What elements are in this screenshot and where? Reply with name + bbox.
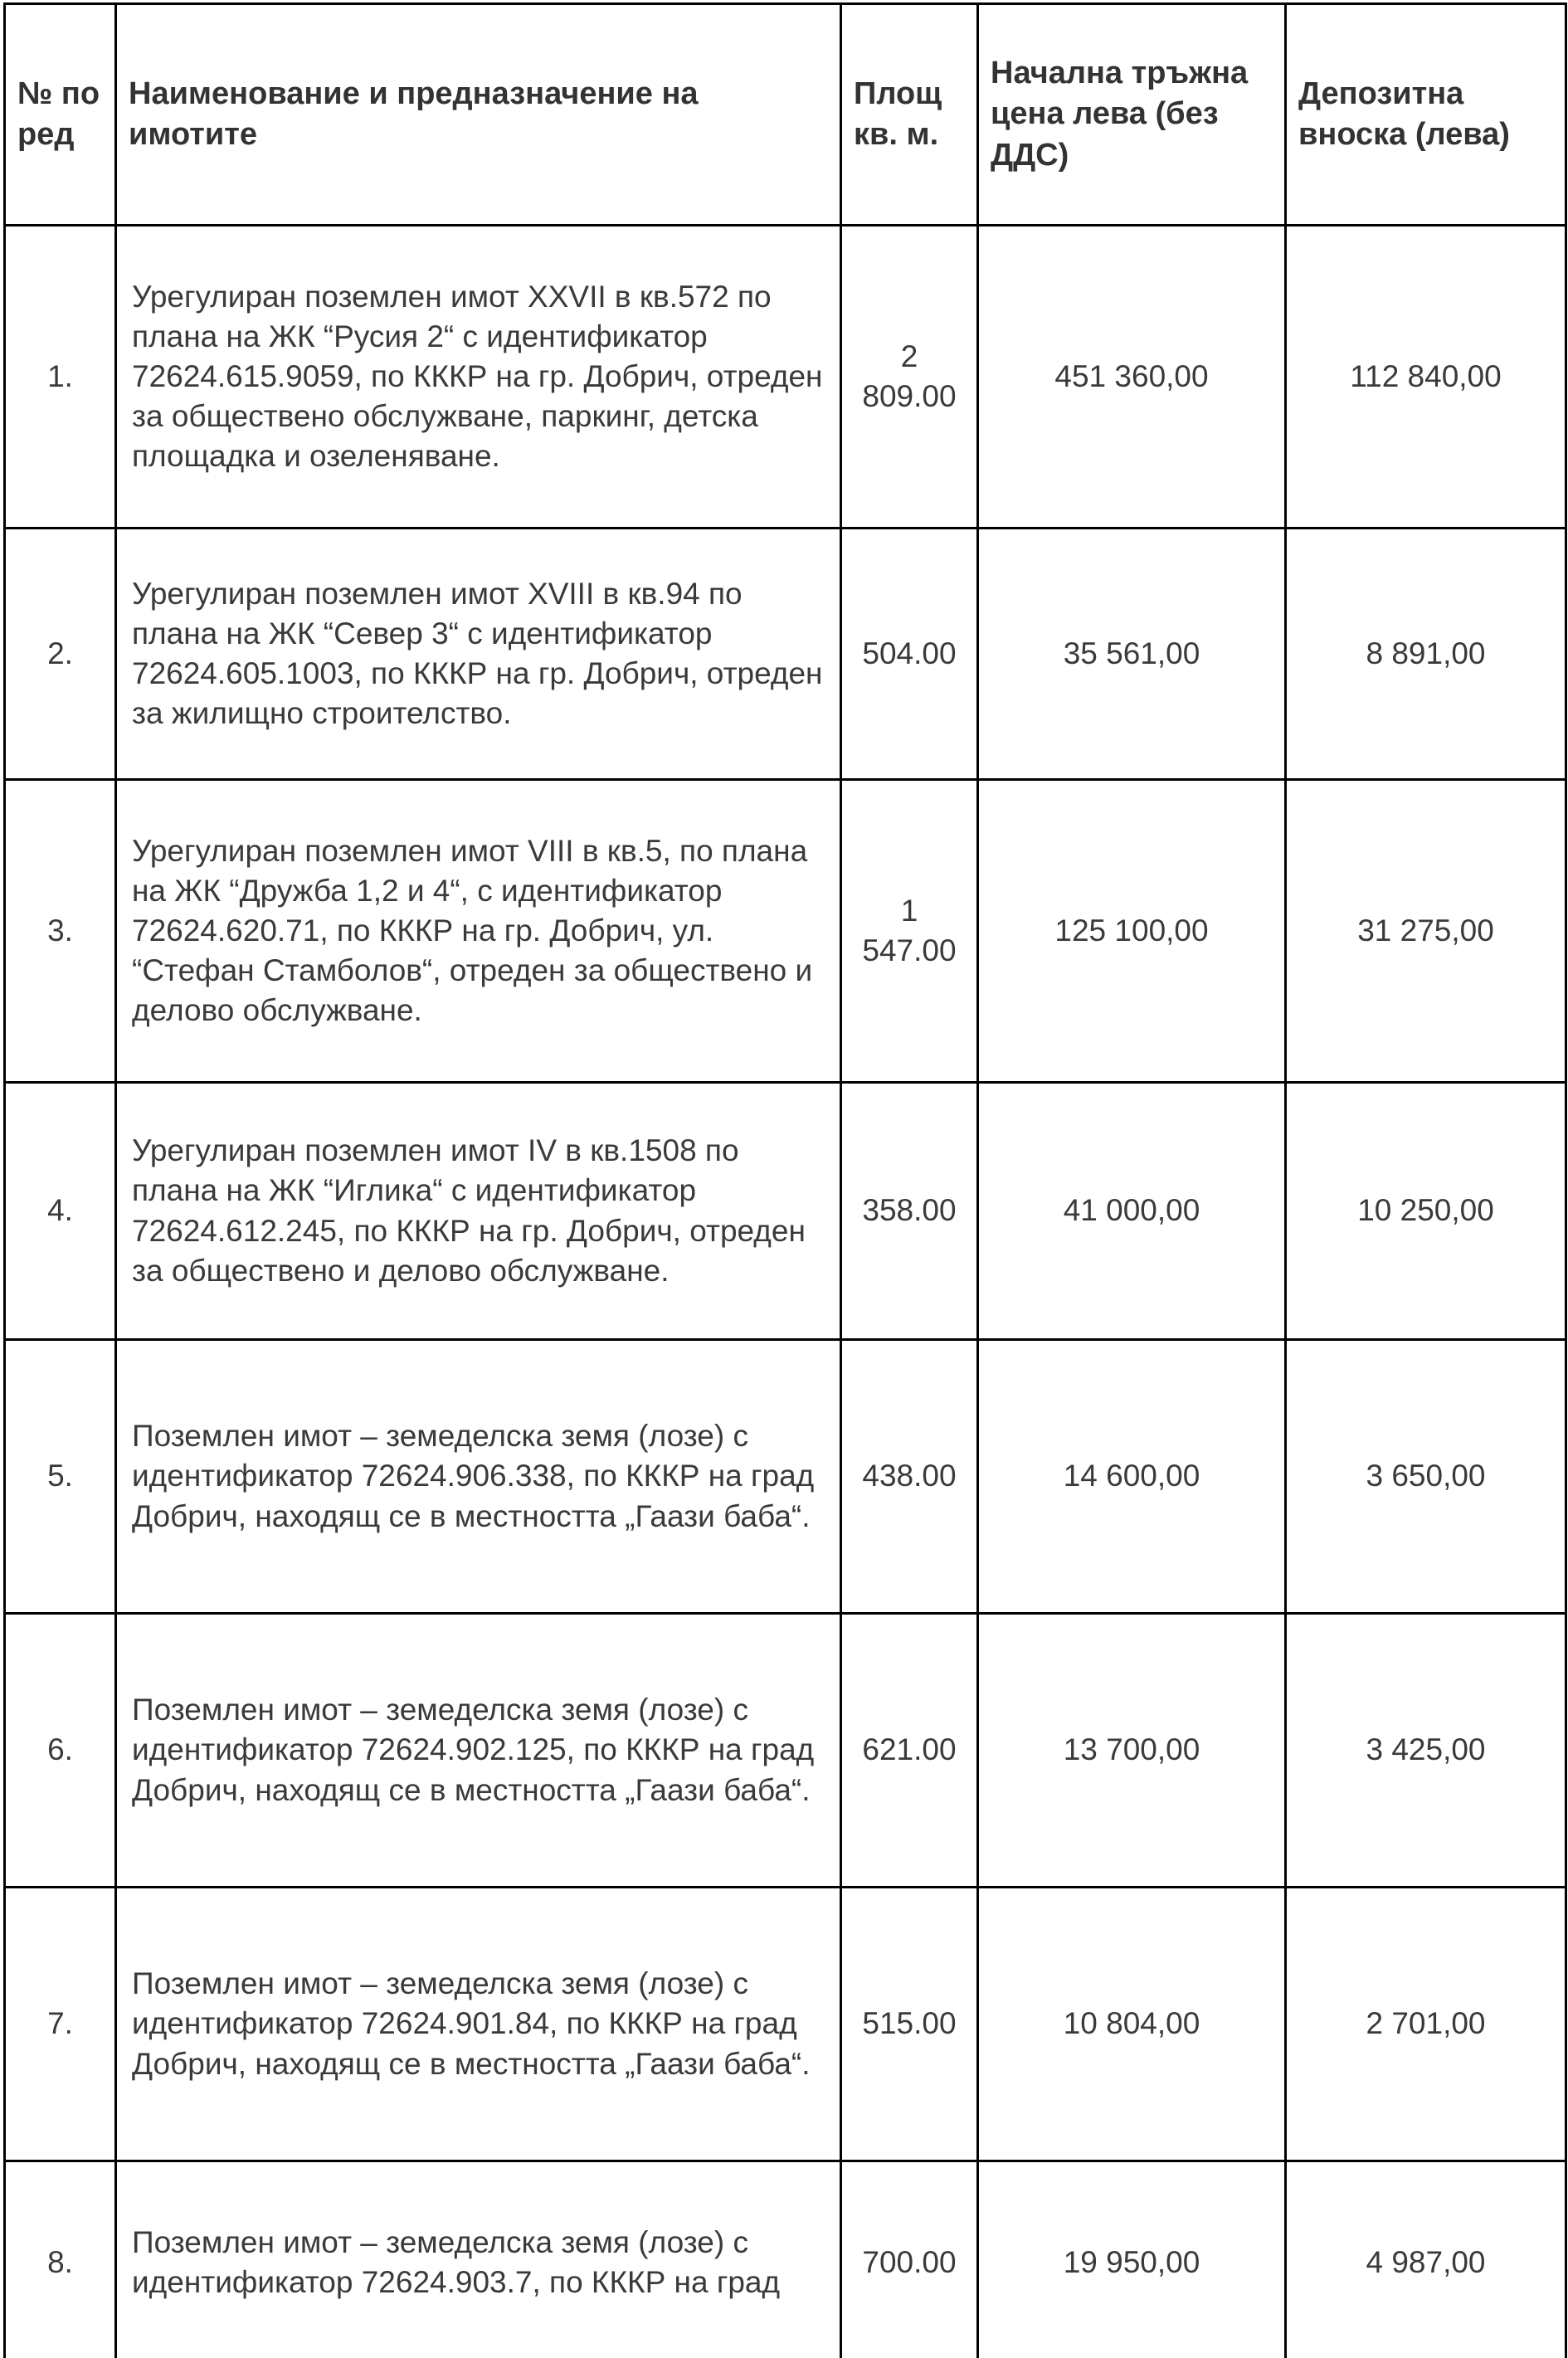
deposit-cell: 8 891,00: [1286, 529, 1566, 780]
deposit-cell: 31 275,00: [1286, 780, 1566, 1083]
table-row: [5, 780, 1566, 1083]
area-cell: 504.00: [841, 529, 978, 780]
col-header-starting-price: Начална тръжна цена лева (без ДДС): [978, 4, 1286, 226]
row-number-cell: 2.: [5, 529, 116, 780]
starting-price-cell: 19 950,00: [978, 2161, 1286, 2358]
table-row: [5, 1340, 1566, 1614]
row-number-cell: 3.: [5, 780, 116, 1083]
property-description-cell: Поземлен имот – земеделска земя (лозе) с идентификатор 72624.901.84, по КККР на град Добрич, находящ се в местността „Гаази баба“.: [116, 1888, 841, 2161]
starting-price-cell: 13 700,00: [978, 1614, 1286, 1888]
starting-price-cell: 10 804,00: [978, 1888, 1286, 2161]
deposit-cell: 112 840,00: [1286, 226, 1566, 529]
property-description-cell: Поземлен имот – земеделска земя (лозе) с идентификатор 72624.903.7, по КККР на град: [116, 2161, 841, 2358]
row-number-cell: 7.: [5, 1888, 116, 2161]
property-description-cell: Урегулиран поземлен имот VIII в кв.5, по плана на ЖК “Дружба 1,2 и 4“, с идентификатор 72624.620.71, по КККР на гр. Добрич, ул. “Стефан Стамболов“, отреден за обществено и делово обслужване.: [116, 780, 841, 1083]
starting-price-cell: 41 000,00: [978, 1083, 1286, 1340]
property-description-cell: Поземлен имот – земеделска земя (лозе) с идентификатор 72624.906.338, по КККР на град Добрич, находящ се в местността „Гаази баба“.: [116, 1340, 841, 1614]
table-row: [5, 2161, 1566, 2358]
area-cell: 1 547.00: [841, 780, 978, 1083]
col-header-area: Площ кв. м.: [841, 4, 978, 226]
table-row: [5, 1614, 1566, 1888]
property-description-cell: Урегулиран поземлен имот XXVII в кв.572 по плана на ЖК “Русия 2“ с идентификатор 72624.615.9059, по КККР на гр. Добрич, отреден за обществено обслужване, паркинг, детска площадка и озеленяване.: [116, 226, 841, 529]
row-number-cell: 5.: [5, 1340, 116, 1614]
starting-price-cell: 451 360,00: [978, 226, 1286, 529]
property-description-cell: Поземлен имот – земеделска земя (лозе) с идентификатор 72624.902.125, по КККР на град Добрич, находящ се в местността „Гаази баба“.: [116, 1614, 841, 1888]
area-cell: 700.00: [841, 2161, 978, 2358]
properties-table: [3, 2, 1567, 2358]
col-header-deposit: Депозитна вноска (лева): [1286, 4, 1566, 226]
deposit-cell: 4 987,00: [1286, 2161, 1566, 2358]
table-row: [5, 1888, 1566, 2161]
property-description-cell: Урегулиран поземлен имот XVIII в кв.94 по плана на ЖК “Север 3“ с идентификатор 72624.605.1003, по КККР на гр. Добрич, отреден за жилищно строителство.: [116, 529, 841, 780]
area-cell: 358.00: [841, 1083, 978, 1340]
starting-price-cell: 35 561,00: [978, 529, 1286, 780]
area-cell: 621.00: [841, 1614, 978, 1888]
area-cell: 2 809.00: [841, 226, 978, 529]
table-row: [5, 226, 1566, 529]
row-number-cell: 1.: [5, 226, 116, 529]
area-cell: 438.00: [841, 1340, 978, 1614]
starting-price-cell: 14 600,00: [978, 1340, 1286, 1614]
table-row: [5, 1083, 1566, 1340]
row-number-cell: 8.: [5, 2161, 116, 2358]
deposit-cell: 3 650,00: [1286, 1340, 1566, 1614]
col-header-description: Наименование и предназначение на имотите: [116, 4, 841, 226]
table-row: [5, 529, 1566, 780]
starting-price-cell: 125 100,00: [978, 780, 1286, 1083]
row-number-cell: 6.: [5, 1614, 116, 1888]
deposit-cell: 2 701,00: [1286, 1888, 1566, 2161]
deposit-cell: 3 425,00: [1286, 1614, 1566, 1888]
header-row: [5, 4, 1566, 226]
deposit-cell: 10 250,00: [1286, 1083, 1566, 1340]
row-number-cell: 4.: [5, 1083, 116, 1340]
col-header-number: № по ред: [5, 4, 116, 226]
property-description-cell: Урегулиран поземлен имот IV в кв.1508 по плана на ЖК “Иглика“ с идентификатор 72624.612.245, по КККР на гр. Добрич, отреден за обществено и делово обслужване.: [116, 1083, 841, 1340]
area-cell: 515.00: [841, 1888, 978, 2161]
